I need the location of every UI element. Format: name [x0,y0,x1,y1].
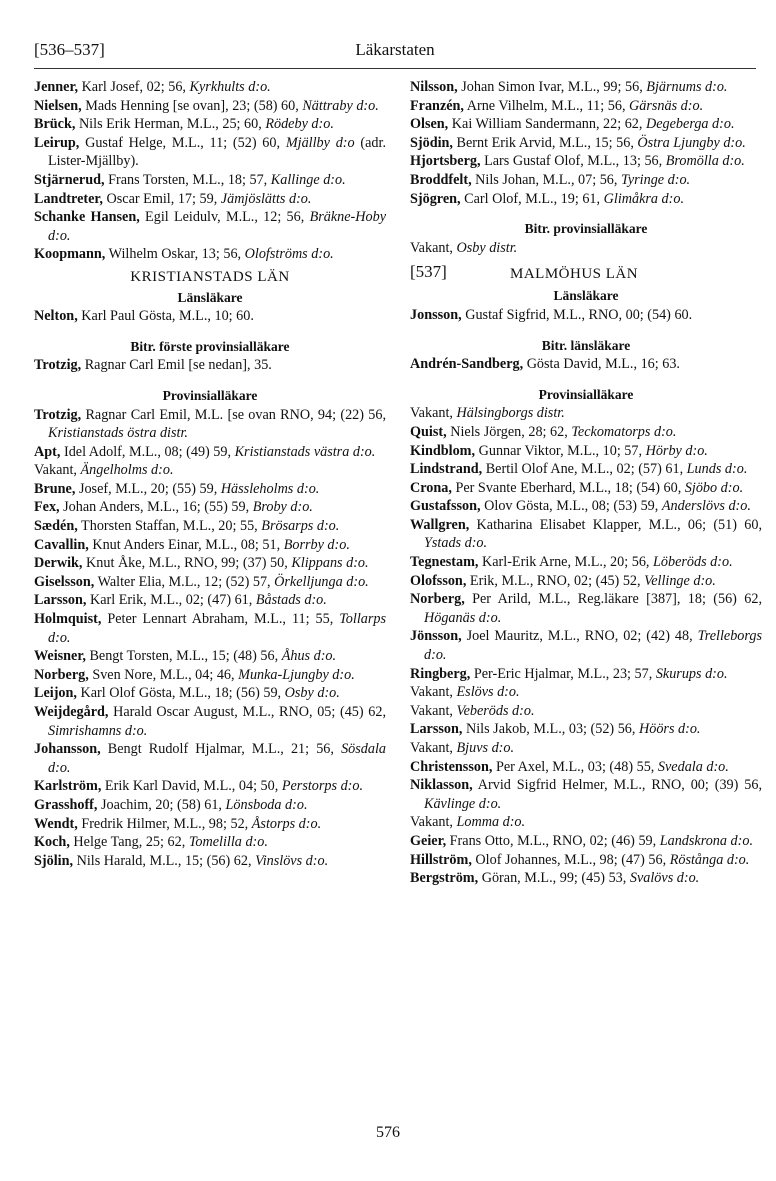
entry-district: Vellinge d:o. [644,572,716,589]
entry-details: Vakant, [410,740,457,756]
list-entry [410,627,762,664]
right-column [410,78,762,888]
list-entry [34,443,386,462]
list-entry [34,647,386,666]
entry-details: Olof Johannes, M.L., 98; (47) 56, [471,851,670,868]
entry-district: Hässleholms d:o. [220,480,320,497]
entry-surname: Fex, [34,499,60,516]
bitr-lanslakare-heading: Bitr. länsläkare [541,337,631,353]
list-entry [410,739,762,758]
list-entry [410,78,762,97]
entry-surname: Olsen, [410,116,449,133]
entry-district: Höganäs d:o. [424,609,502,626]
list-entry [410,553,762,572]
entry-surname: Bergström, [410,870,479,887]
entry-district: Sjöbo d:o. [684,479,744,496]
bitr-forste-list [34,356,386,375]
entry-surname: Andrén-Sandberg, [410,356,524,373]
list-entry [410,404,762,423]
entry-district: Landskrona d:o. [659,832,754,849]
list-entry [34,245,386,264]
page-number: 576 [376,1124,400,1141]
entry-surname: Stjärnerud, [34,171,105,188]
entry-surname: Geier, [410,832,447,849]
entry-details: Niels Jörgen, 28; 62, [446,423,572,440]
entry-district: Borrby d:o. [283,536,350,553]
entry-district: Munka-Ljungby d:o. [238,666,355,683]
list-entry [410,239,762,258]
list-entry [410,152,762,171]
entry-district: Åhus d:o. [281,648,337,665]
entry-details: Bernt Erik Arvid, M.L., 15; 56, [452,134,638,151]
entry-district: Degeberga d:o. [646,116,735,133]
entry-surname: Quist, [410,423,447,440]
entry-surname: Schanke Hansen, [34,209,140,226]
entry-details: Harald Oscar August, M.L., RNO, 05; (45) 62, [108,704,386,720]
bitr-provinsiallakare-heading: Bitr. provinsialläkare [524,221,648,237]
list-entry [34,591,386,610]
entry-details: Bengt Rudolf Hjalmar, M.L., 21; 56, [100,741,342,758]
entry-details: Kai William Sandermann, 22; 62, [448,116,646,133]
list-entry [34,461,386,480]
entry-surname: Brück, [34,116,76,133]
entry-district: Bjuvs d:o. [456,740,515,756]
entry-surname: Leirup, [34,134,80,151]
entry-details: Fredrik Hilmer, M.L., 98; 52, [77,815,252,832]
entry-details: Arvid Sigfrid Helmer, M.L., RNO, 00; (39) 56, [472,777,762,794]
list-entry [34,610,386,647]
entry-district: Skurups d:o. [655,665,728,682]
entry-surname: Koch, [34,834,70,851]
entry-district: Anderslövs d:o. [661,498,751,515]
list-entry [410,720,762,739]
entry-surname: Nelton, [34,308,78,325]
entry-district: Perstorps d:o. [281,778,364,795]
list-entry [34,703,386,740]
entry-details: Arne Vilhelm, M.L., 11; 56, [463,97,630,114]
list-entry [410,190,762,209]
entry-details: Karl Erik, M.L., 02; (47) 61, [86,592,256,609]
entry-details: Vakant, [410,239,457,256]
list-entry [410,758,762,777]
header-title: Läkarstaten [355,40,435,59]
entry-district: Höörs d:o. [639,721,701,738]
entry-district: Lunds d:o. [686,461,748,478]
entry-details: Vakant, [410,405,457,422]
entry-surname: Sjölin, [34,852,74,869]
list-entry [410,869,762,888]
list-entry [410,516,762,553]
list-entry [410,776,762,813]
entry-details: Nils Harald, M.L., 15; (56) 62, [73,852,256,869]
entry-details: Frans Otto, M.L., RNO, 02; (46) 59, [446,832,660,849]
entry-district: Nättraby d:o. [302,97,379,114]
entry-surname: Apt, [34,443,61,460]
list-entry [410,171,762,190]
entry-surname: Wallgren, [410,516,470,533]
entry-district: Osby distr. [456,239,518,256]
list-entry [34,498,386,517]
entry-details: Knut Åke, M.L., RNO, 99; (37) 50, [82,555,292,572]
entry-surname: Brune, [34,480,76,497]
entry-surname: Jenner, [34,79,79,95]
entry-surname: Landtreter, [34,190,103,207]
kristianstad-lan-heading: KRISTIANSTADS LÄN [130,268,290,285]
list-entry [34,666,386,685]
entry-surname: Larsson, [34,592,87,609]
entry-surname: Holmquist, [34,611,102,628]
entry-district: Brösarps d:o. [261,518,340,535]
entry-details: Joachim, 20; (58) 61, [97,796,226,813]
malmohus-lan-heading: MALMÖHUS LÄN [510,266,639,283]
lanslakare-heading: Länsläkare [177,289,243,305]
entry-surname: Ringberg, [410,665,471,682]
entry-district: Ystads d:o. [424,535,488,552]
entry-district: Vinslövs d:o. [255,852,329,869]
running-header [34,40,756,69]
entry-details: Karl-Erik Arne, M.L., 20; 56, [478,554,654,571]
entry-surname: Sjödin, [410,134,453,151]
entry-surname: Karlström, [34,778,102,795]
entry-district: Eslövs d:o. [456,684,520,701]
entry-district: Gärsnäs d:o. [629,97,704,114]
entry-details: Karl Olof Gösta, M.L., 18; (56) 59, [76,685,285,702]
list-entry [410,97,762,116]
entry-district: Östra Ljungby d:o. [637,134,746,151]
entry-surname: Norberg, [410,591,465,608]
provinsiallakare-list [410,404,762,887]
entry-district: Hörby d:o. [645,442,708,459]
entry-note: (adr. Lister-Mjällby). [48,134,386,170]
entry-surname: Grasshoff, [34,796,98,813]
list-entry [34,536,386,555]
entry-details: Walter Elia, M.L., 12; (52) 57, [94,573,275,590]
entry-surname: Trotzig, [34,357,82,374]
entry-district: Svalövs d:o. [629,870,700,887]
entry-surname: Niklasson, [410,777,473,794]
section-page-marker: [537] [410,262,447,282]
entry-details: Per Svante Eberhard, M.L., 18; (54) 60, [451,479,685,496]
entry-surname: Derwik, [34,555,83,572]
entry-surname: Wendt, [34,815,78,832]
lanslakare-heading: Länsläkare [553,288,619,304]
entry-surname: Johansson, [34,741,101,758]
list-entry [410,683,762,702]
list-entry [34,833,386,852]
entry-surname: Jönsson, [410,628,462,645]
list-entry [410,702,762,721]
entry-details: Nils Johan, M.L., 07; 56, [471,171,621,188]
entry-surname: Norberg, [34,666,89,683]
entry-details: Nils Erik Herman, M.L., 25; 60, [75,116,266,133]
entry-district: Lönsboda d:o. [225,796,308,813]
entry-surname: Franzén, [410,97,464,114]
entry-surname: Weisner, [34,648,86,665]
bitr-provinsiallakare-list [410,239,762,258]
entry-details: Vakant, [410,702,457,719]
entry-surname: Nilsson, [410,79,458,95]
entry-surname: Larsson, [410,721,463,738]
entry-district: Kallinge d:o. [270,171,346,188]
list-entry [410,355,762,374]
entry-surname: Koopmann, [34,246,106,263]
entry-district: Röstånga d:o. [669,851,750,868]
entry-details: Josef, M.L., 20; (55) 59, [75,480,221,497]
list-entry [410,665,762,684]
bitr-lanslakare-list [410,355,762,374]
list-entry [34,480,386,499]
entry-surname: Jonsson, [410,306,462,323]
entry-details: Vakant, [410,814,457,831]
entry-details: Sven Nore, M.L., 04; 46, [88,666,239,683]
entry-details: Gustaf Sigfrid, M.L., RNO, 00; (54) 60. [461,306,693,323]
entry-district: Glimåkra d:o. [603,190,685,207]
list-entry [34,554,386,573]
entry-details: Per-Eric Hjalmar, M.L., 23; 57, [470,665,656,682]
entry-surname: Crona, [410,479,452,496]
entry-details: Mads Henning [se ovan], 23; (58) 60, [81,97,303,114]
entry-details: Lars Gustaf Olof, M.L., 13; 56, [480,153,666,170]
entry-surname: Sjögren, [410,190,461,207]
entry-district: Ängelholms d:o. [80,462,174,479]
list-entry [410,423,762,442]
entry-district: Kyrkhults d:o. [189,79,271,95]
list-entry [34,171,386,190]
entry-surname: Giselsson, [34,573,95,590]
entry-surname: Lindstrand, [410,461,483,478]
entry-details: Karl Josef, 02; 56, [78,79,190,95]
entry-details: Egil Leidulv, M.L., 12; 56, [139,209,310,226]
entry-surname: Broddfelt, [410,171,472,188]
entry-district: Lomma d:o. [456,814,526,831]
list-entry [34,852,386,871]
entry-details: Ragnar Carl Emil, M.L. [se ovan RNO, 94; (22) 56, [81,406,386,423]
entry-details: Göran, M.L., 99; (45) 53, [478,870,630,887]
entry-details: Erik Karl David, M.L., 04; 50, [101,778,282,795]
entry-district: Tollarps d:o. [48,611,386,646]
entry-surname: Hillström, [410,851,472,868]
entry-details: Vakant, [410,684,457,701]
list-entry [410,134,762,153]
list-entry [34,517,386,536]
entry-district: Kristianstads västra d:o. [234,443,376,460]
entry-details: Peter Lennart Abraham, M.L., 11; 55, [101,611,340,628]
entry-details: Gunnar Viktor, M.L., 10; 57, [475,442,646,459]
entry-details: Knut Anders Einar, M.L., 08; 51, [88,536,284,553]
entry-district: Tomelilla d:o. [188,834,268,851]
entry-surname: Sædén, [34,518,78,535]
list-entry [34,97,386,116]
entry-district: Veberöds d:o. [456,702,535,719]
entry-surname: Kindblom, [410,442,476,459]
provinsiallakare-heading: Provinsialläkare [538,386,634,402]
entry-district: Örkelljunga d:o. [274,573,369,590]
list-entry [410,460,762,479]
list-entry [410,442,762,461]
list-entry [410,851,762,870]
bitr-forste-heading: Bitr. förste provinsialläkare [130,338,290,354]
entry-details: Bertil Olof Ane, M.L., 02; (57) 61, [482,461,687,478]
entry-district: Hälsingborgs distr. [456,405,565,422]
entry-district: Jämjöslätts d:o. [220,190,312,207]
entry-district: Båstads d:o. [255,592,327,609]
list-entry [34,573,386,592]
malmohus-section-row [410,263,762,285]
entry-district: Sösdala d:o. [48,741,386,776]
entry-details: Per Axel, M.L., 03; (48) 55, [492,758,658,775]
entry-surname: Tegnestam, [410,554,479,571]
left-column [34,78,386,870]
entry-details: Frans Torsten, M.L., 18; 57, [104,171,271,188]
entry-details: Idel Adolf, M.L., 08; (49) 59, [60,443,235,460]
entry-surname: Olofsson, [410,572,467,589]
entry-surname: Weijdegård, [34,704,109,720]
entry-details: Katharina Elisabet Klapper, M.L., 06; (51) 60, [469,516,762,533]
entry-details: Nils Jakob, M.L., 03; (52) 56, [462,721,639,738]
entry-district: Mjällby d:o [285,134,355,151]
list-entry [34,796,386,815]
lanslakare-list [410,306,762,325]
list-entry [410,832,762,851]
entry-district: Åstorps d:o. [251,815,322,832]
lanslakare-list [34,307,386,326]
entry-district: Trelleborgs d:o. [424,628,762,664]
entry-district: Rödeby d:o. [265,116,334,133]
entry-district: Teckomatorps d:o. [571,423,677,440]
entry-surname: Leijon, [34,685,77,702]
entry-district: Klippans d:o. [291,555,369,572]
entry-details: Johan Anders, M.L., 16; (55) 59, [59,499,253,516]
entry-details: Erik, M.L., RNO, 02; (45) 52, [466,572,645,589]
entry-details: Thorsten Staffan, M.L., 20; 55, [77,518,262,535]
entry-details: Vakant, [34,462,81,479]
list-entry [34,190,386,209]
list-entry [34,740,386,777]
entry-details: Carl Olof, M.L., 19; 61, [460,190,604,207]
entry-details: Per Arild, M.L., Reg.läkare [387], 18; (56) 62, [464,591,762,608]
list-entry [34,307,386,326]
list-entry [34,815,386,834]
kristianstad-continued-list [410,78,762,208]
entry-district: Bräkne-Hoby d:o. [48,209,386,244]
entry-surname: Nielsen, [34,97,82,114]
entry-district: Kävlinge d:o. [424,795,502,812]
list-entry [34,356,386,375]
entry-details: Joel Mauritz, M.L., RNO, 02; (42) 48, [461,628,698,645]
entry-district: Broby d:o. [252,499,313,516]
list-entry [34,78,386,97]
entry-district: Svedala d:o. [657,758,729,775]
entry-surname: Gustafsson, [410,498,481,515]
entry-district: Bromölla d:o. [665,153,745,170]
entry-surname: Christensson, [410,758,493,775]
entry-district: Bjärnums d:o. [646,79,728,95]
list-entry [34,406,386,443]
list-entry [410,813,762,832]
list-entry [410,497,762,516]
entry-surname: Cavallin, [34,536,89,553]
header-page-range: [536–537] [34,40,105,59]
entry-details: Gustaf Helge, M.L., 11; (52) 60, [79,134,286,151]
entry-district: Olofströms d:o. [244,246,334,263]
list-entry [410,590,762,627]
blekinge-continued-list [34,78,386,264]
list-entry [410,306,762,325]
list-entry [410,479,762,498]
entry-details: Karl Paul Gösta, M.L., 10; 60. [77,308,254,325]
entry-details: Olov Gösta, M.L., 08; (53) 59, [480,498,662,515]
entry-details: Helge Tang, 25; 62, [69,834,189,851]
entry-surname: Hjortsberg, [410,153,481,170]
entry-details: Oscar Emil, 17; 59, [102,190,221,207]
list-entry [34,777,386,796]
entry-district: Löberöds d:o. [653,554,733,571]
entry-details: Ragnar Carl Emil [se nedan], 35. [81,357,272,374]
entry-surname: Trotzig, [34,406,82,423]
entry-district: Osby d:o. [284,685,340,702]
list-entry [34,115,386,134]
entry-district: Kristianstads östra distr. [48,425,188,442]
entry-district: Tyringe d:o. [621,171,691,188]
entry-details: Bengt Torsten, M.L., 15; (48) 56, [85,648,282,665]
list-entry [34,208,386,245]
list-entry [410,572,762,591]
list-entry [34,684,386,703]
list-entry [34,134,386,171]
provinsiallakare-heading: Provinsialläkare [162,387,258,403]
list-entry [410,115,762,134]
entry-details: Wilhelm Oskar, 13; 56, [105,246,245,263]
entry-details: Johan Simon Ivar, M.L., 99; 56, [457,79,647,95]
entry-details: Gösta David, M.L., 16; 63. [523,356,680,373]
entry-district: Simrishamns d:o. [48,722,148,739]
provinsiallakare-list [34,406,386,871]
